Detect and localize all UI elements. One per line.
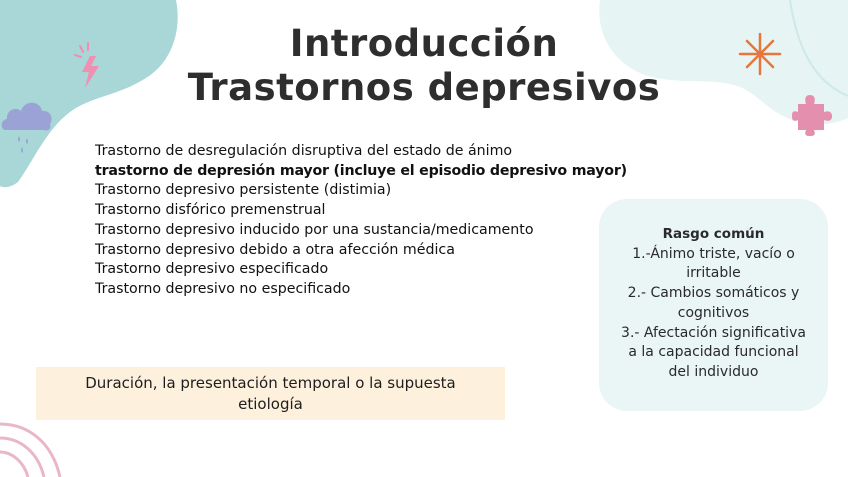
- common-trait-card: [599, 199, 828, 411]
- common-trait-line: a la capacidad funcional: [628, 344, 799, 361]
- common-trait-content: [599, 225, 828, 383]
- common-trait-line: 3.- Afectación significativa: [621, 324, 806, 341]
- title-line-1: Introducción: [289, 22, 559, 65]
- duration-note-box: [36, 367, 505, 420]
- list-item: Trastorno depresivo no especificado: [95, 280, 351, 297]
- common-trait-line: irritable: [686, 265, 741, 282]
- list-item: trastorno de depresión mayor (incluye el episodio depresivo mayor): [95, 162, 627, 179]
- common-trait-line: del individuo: [668, 363, 759, 380]
- list-item: Trastorno de desregulación disruptiva del estado de ánimo: [95, 143, 513, 159]
- disorders-list: [95, 142, 627, 300]
- common-trait-line: 2.- Cambios somáticos y: [627, 285, 800, 302]
- common-trait-line: 1.-Ánimo triste, vacío o: [632, 245, 795, 262]
- lightning-icon: [72, 42, 106, 92]
- list-item: Trastorno disfórico premenstrual: [95, 202, 326, 219]
- puzzle-piece-icon: [792, 92, 834, 136]
- slide-title: [150, 22, 698, 110]
- title-line-2: Trastornos depresivos: [187, 66, 661, 109]
- list-item: Trastorno depresivo debido a otra afección médica: [95, 241, 455, 258]
- duration-note-text: Duración, la presentación temporal o la supuesta etiología: [85, 373, 456, 413]
- sparkle-icon: [736, 30, 784, 78]
- list-item: Trastorno depresivo persistente (distimia): [95, 182, 392, 199]
- common-trait-line: cognitivos: [677, 304, 750, 321]
- common-trait-heading: Rasgo común: [662, 226, 765, 242]
- pink-arcs-decoration: [0, 412, 80, 477]
- cloud-rain-icon: [0, 94, 56, 156]
- list-item: Trastorno depresivo especificado: [95, 261, 329, 278]
- list-item: Trastorno depresivo inducido por una sustancia/medicamento: [95, 221, 534, 238]
